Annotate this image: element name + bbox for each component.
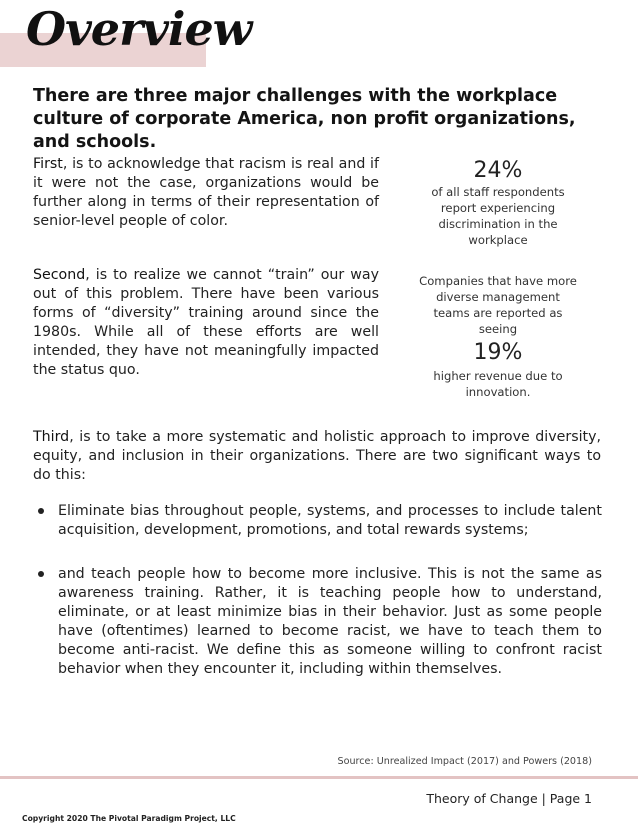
- list-item: [36, 502, 602, 540]
- page-label: Theory of Change | Page 1: [426, 791, 592, 806]
- paragraph-body: , is to acknowledge that racism is real and if it were not the case, organizations would be further along in terms of their representation of senior-level people of color.: [33, 156, 379, 229]
- stat-caption: of all staff respondents report experiencing discrimination in the workplace: [431, 185, 565, 247]
- paragraph-lead: Second: [33, 267, 86, 283]
- paragraph-body: , is to take a more systematic and holistic approach to improve diversity, equity, and inclusion in their organizations. There are two significant ways to do this:: [33, 429, 601, 483]
- paragraph-first: [33, 155, 379, 231]
- bullet-list: [36, 502, 602, 704]
- headline: There are three major challenges with the workplace culture of corporate America, non profit organizations, and schools.: [33, 86, 576, 152]
- paragraph-lead: Third: [33, 429, 70, 445]
- stat-value: 24%: [473, 158, 523, 183]
- paragraph-third: [33, 428, 601, 485]
- page-title: Overview: [26, 2, 252, 56]
- list-item-text: and teach people how to become more inclusive. This is not the same as awareness training. Rather, it is teaching people how to understand, eliminate, or at least minimize bias in their behavior. Just as some people have (oftentimes) learned to become racist, we have to teach them to become anti-racist. We define this as someone willing to confront racist behavior when they encounter it, including within themselves.: [58, 566, 602, 677]
- bullet-icon: [38, 508, 44, 514]
- list-item: [36, 565, 602, 679]
- stat-value: 19%: [473, 340, 523, 365]
- copyright-notice: Copyright 2020 The Pivotal Paradigm Project, LLC: [22, 814, 236, 823]
- paragraph-second: [33, 266, 379, 380]
- stat-caption: higher revenue due to innovation.: [433, 369, 563, 399]
- paragraph-body: , is to realize we cannot “train” our way out of this problem. There have been various forms of “diversity” training around since the 1980s. While all of these efforts are well intended, they have not meaningfully impacted the status quo.: [33, 267, 379, 378]
- footer-divider: [0, 776, 638, 779]
- bullet-icon: [38, 571, 44, 577]
- list-item-text: Eliminate bias throughout people, systems, and processes to include talent acquisition, development, promotions, and total rewards systems;: [58, 503, 602, 538]
- source-citation: Source: Unrealized Impact (2017) and Powers (2018): [337, 756, 592, 767]
- paragraph-lead: First: [33, 156, 63, 172]
- stat-intro: Companies that have more diverse management teams are reported as seeing: [419, 274, 577, 336]
